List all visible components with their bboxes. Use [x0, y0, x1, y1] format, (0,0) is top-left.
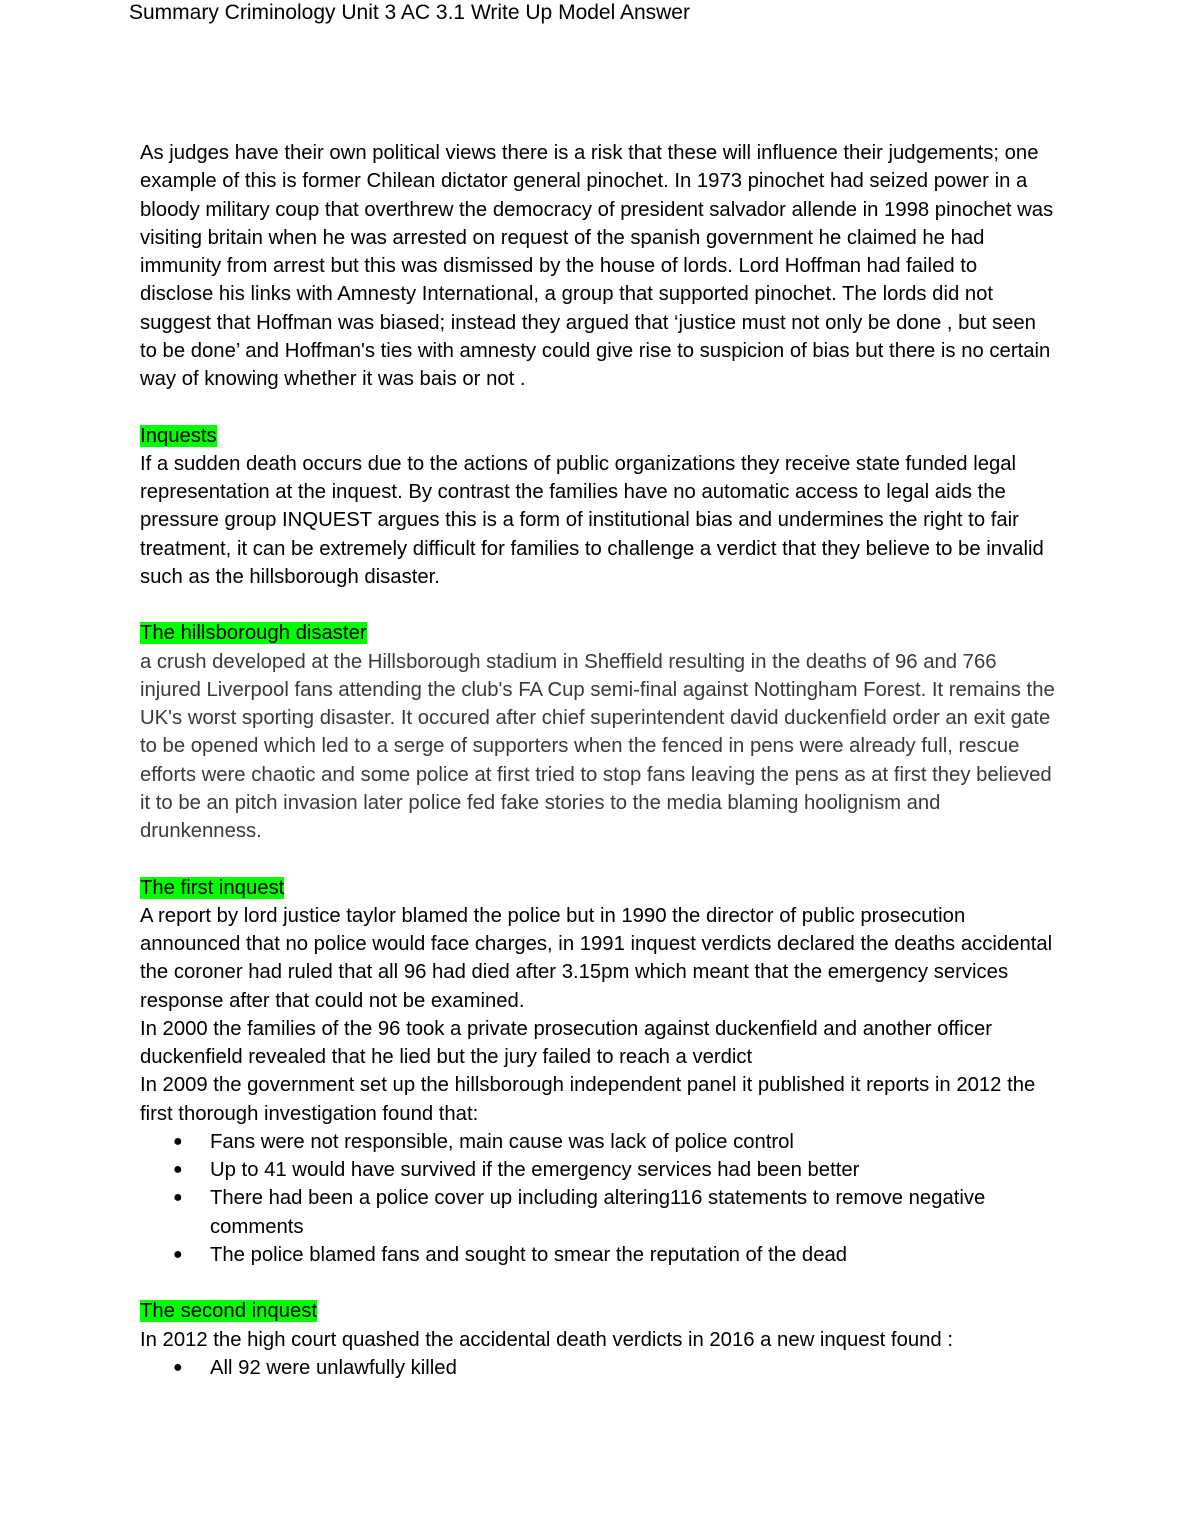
paragraph-gap — [140, 393, 1055, 421]
list-item-text: The police blamed fans and sought to smear the reputation of the dead — [210, 1243, 848, 1266]
bullet-icon: ● — [173, 1245, 183, 1263]
list-item-text: Up to 41 would have survived if the emergency services had been better — [210, 1159, 860, 1181]
bullet-icon: ● — [173, 1189, 183, 1207]
document-title: Summary Criminology Unit 3 AC 3.1 Write Up Model Answer — [129, 1, 690, 24]
paragraph-gap — [140, 845, 1055, 873]
document-body — [140, 139, 1055, 1382]
highlighted-heading-text: The first inquest — [140, 876, 285, 899]
section-heading-hillsborough — [140, 619, 1055, 647]
first-inquest-findings-list — [140, 1128, 1055, 1269]
second-inquest-paragraph: In 2012 the high court quashed the accidental death verdicts in 2016 a new inquest found : — [140, 1328, 953, 1351]
highlighted-heading-text: The hillsborough disaster — [140, 622, 367, 645]
first-inquest-paragraph-1: A report by lord justice taylor blamed the police but in 1990 the director of public prosecution announced that no police would face charges, in 1991 inquest verdicts declared the deaths accidental the coroner had ruled that all 96 had died after 3.15pm which meant that the emergency services response after that could not be examined. — [140, 904, 1053, 1012]
section-heading-first-inquest — [140, 874, 1055, 902]
list-item — [140, 1128, 1055, 1156]
section-heading-second-inquest — [140, 1297, 1055, 1325]
highlighted-heading-text: The second inquest — [140, 1300, 318, 1323]
list-item — [140, 1184, 1055, 1241]
list-item — [140, 1156, 1055, 1184]
bullet-icon: ● — [173, 1132, 183, 1150]
bullet-icon: ● — [173, 1358, 183, 1376]
list-item-text: There had been a police cover up including altering116 statements to remove negative comments — [210, 1187, 986, 1238]
first-inquest-paragraph-2: In 2000 the families of the 96 took a private prosecution against duckenfield and another officer duckenfield revealed that he lied but the jury failed to reach a verdict — [140, 1017, 992, 1068]
highlighted-heading-text: Inquests — [140, 424, 217, 447]
bullet-icon: ● — [173, 1161, 183, 1178]
list-item — [140, 1241, 1055, 1269]
intro-paragraph: As judges have their own political views there is a risk that these will influence their judgements; one example of this is former Chilean dictator general pinochet. In 1973 pinochet had seized power in a bloody military coup that overthrew the democracy of president salvador allende in 1998 pinochet was visiting britain when he was arrested on request of the spanish government he claimed he had immunity from arrest but this was dismissed by the house of lords. Lord Hoffman had failed to disclose his links with Amnesty International, a group that supported pinochet. The lords did not suggest that Hoffman was biased; instead they argued that ‘justice must not only be done , but seen to be done’ and Hoffman's ties with amnesty could give rise to suspicion of bias but there is no certain way of knowing whether it was bais or not . — [140, 142, 1054, 390]
first-inquest-paragraph-3: In 2009 the government set up the hillsborough independent panel it published it reports in 2012 the first thorough investigation found that: — [140, 1074, 1036, 1125]
section-heading-inquests — [140, 422, 1055, 450]
paragraph-gap — [140, 591, 1055, 619]
second-inquest-findings-list — [140, 1354, 1055, 1382]
inquests-paragraph: If a sudden death occurs due to the actions of public organizations they receive state funded legal representation at the inquest. By contrast the families have no automatic access to legal aids the pressure group INQUEST argues this is a form of institutional bias and undermines the right to fair treatment, it can be extremely difficult for families to challenge a verdict that they believe to be invalid such as the hillsborough disaster. — [140, 452, 1044, 588]
list-item — [140, 1354, 1055, 1382]
hillsborough-paragraph: a crush developed at the Hillsborough stadium in Sheffield resulting in the deaths of 96 and 766 injured Liverpool fans attending the club's FA Cup semi-final against Nottingham Forest. It remains the UK's worst sporting disaster. It occured after chief superintendent david duckenfield order an exit gate to be opened which led to a serge of supporters when the fenced in pens were already full, rescue efforts were chaotic and some police at first tried to stop fans leaving the pens as at first they believed it to be an pitch invasion later police fed fake stories to the media blaming hoolignism and drunkenness. — [140, 650, 1055, 842]
list-item-text: All 92 were unlawfully killed — [210, 1356, 457, 1379]
paragraph-gap — [140, 1269, 1055, 1297]
list-item-text: Fans were not responsible, main cause was lack of police control — [210, 1130, 794, 1153]
